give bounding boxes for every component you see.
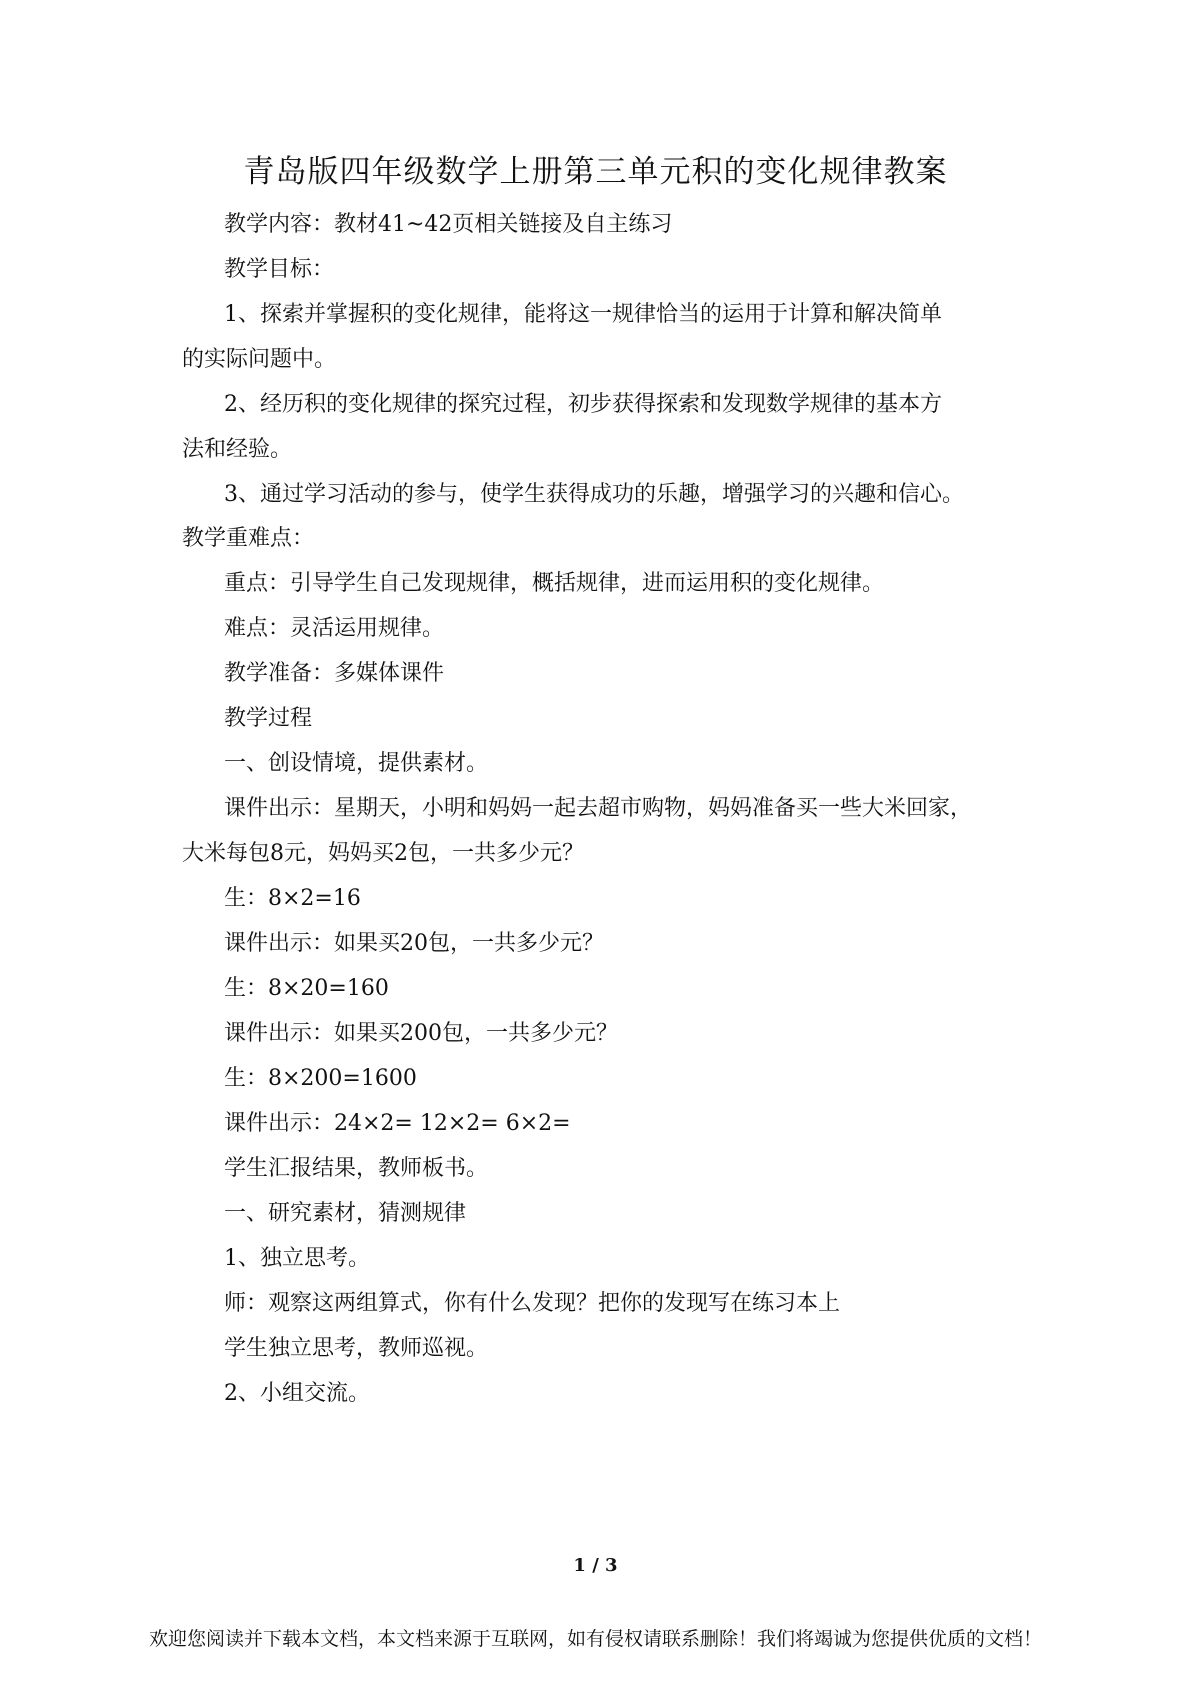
text-line: 学生汇报结果，教师板书。 xyxy=(224,1156,489,1181)
footer-notice: 欢迎您阅读并下载本文档，本文档来源于互联网，如有侵权请联系删除！我们将竭诚为您提供优质的文档！ xyxy=(148,1628,1042,1650)
text-line: 师：观察这两组算式，你有什么发现？把你的发现写在练习本上 xyxy=(224,1291,841,1316)
text-line: 生：8×200=1600 xyxy=(224,1066,417,1091)
text-line: 教学内容：教材41~42页相关链接及自主练习 xyxy=(224,212,673,237)
text-line: 课件出示：星期天，小明和妈妈一起去超市购物，妈妈准备买一些大米回家， xyxy=(224,796,973,821)
text-line: 2、小组交流。 xyxy=(224,1381,370,1406)
document-title: 青岛版四年级数学上册第三单元积的变化规律教案 xyxy=(243,154,948,190)
text-line: 2、经历积的变化规律的探究过程，初步获得探索和发现数学规律的基本方 xyxy=(224,392,942,417)
text-line: 学生独立思考，教师巡视。 xyxy=(224,1336,489,1361)
text-line: 3、通过学习活动的参与，使学生获得成功的乐趣，增强学习的兴趣和信心。 xyxy=(224,482,964,507)
text-line: 一、创设情境，提供素材。 xyxy=(224,751,489,776)
text-line: 教学目标： xyxy=(224,257,335,282)
text-line: 教学准备：多媒体课件 xyxy=(224,661,445,686)
text-line: 1、独立思考。 xyxy=(224,1246,370,1271)
text-line: 课件出示：24×2= 12×2= 6×2= xyxy=(224,1111,571,1136)
text-line: 教学过程 xyxy=(224,706,313,731)
text-line: 课件出示：如果买20包，一共多少元？ xyxy=(224,931,604,956)
text-line: 重点：引导学生自己发现规律，概括规律，进而运用积的变化规律。 xyxy=(224,571,885,596)
text-line: 1、探索并掌握积的变化规律，能将这一规律恰当的运用于计算和解决简单 xyxy=(224,302,942,327)
text-line: 教学重难点： xyxy=(182,526,315,551)
text-line: 课件出示：如果买200包，一共多少元？ xyxy=(224,1021,618,1046)
text-line: 难点：灵活运用规律。 xyxy=(224,616,445,641)
text-line: 法和经验。 xyxy=(182,437,293,462)
text-line: 生：8×20=160 xyxy=(224,976,389,1001)
text-line: 大米每包8元，妈妈买2包，一共多少元？ xyxy=(182,841,584,866)
text-line: 的实际问题中。 xyxy=(182,347,337,372)
page-number: 1 / 3 xyxy=(573,1555,618,1576)
text-line: 一、研究素材，猜测规律 xyxy=(224,1201,467,1226)
text-line: 生：8×2=16 xyxy=(224,886,361,911)
